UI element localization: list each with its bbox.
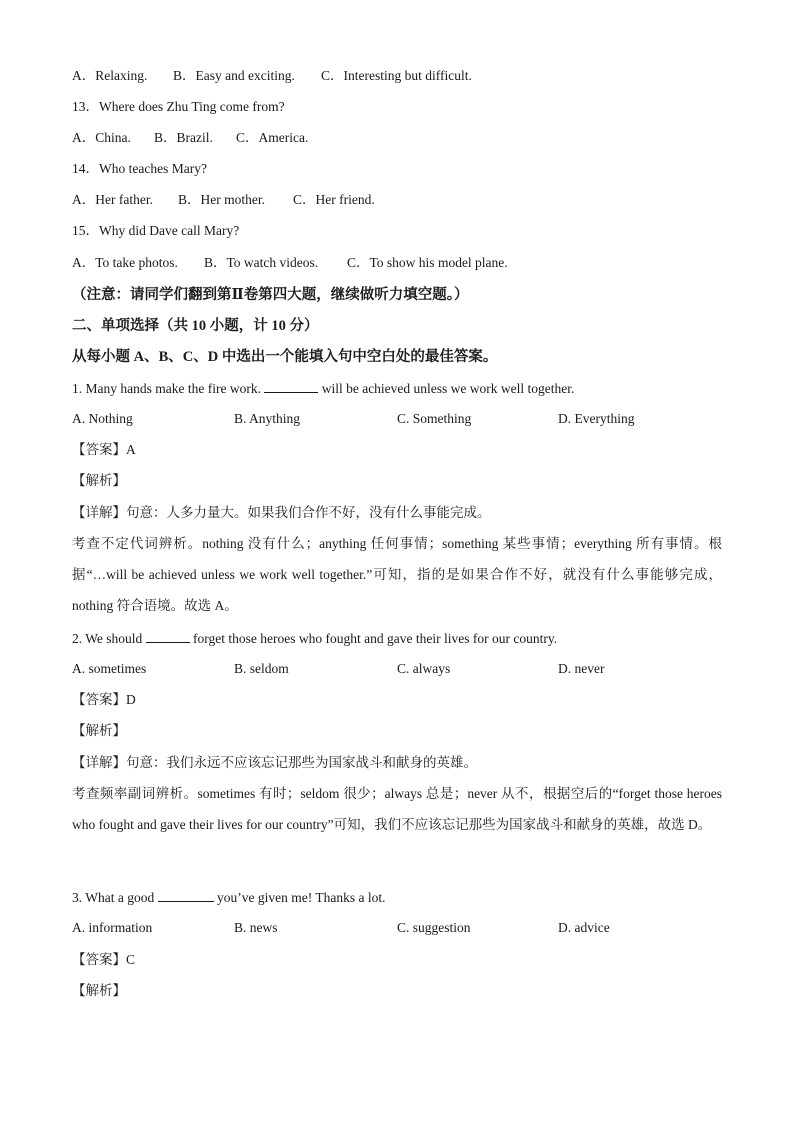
section-title: 二、单项选择（共 10 小题，计 10 分）	[72, 318, 319, 334]
question-3-option-d: D. advice	[558, 920, 610, 935]
question-2-answer	[72, 690, 136, 710]
q15-options	[72, 253, 508, 273]
question-1-option-c: C. Something	[397, 411, 472, 426]
q13-question: 13．Where does Zhu Ting come from?	[72, 99, 285, 114]
question-2-option-b: B. seldom	[234, 661, 289, 676]
detail-label: 【详解】	[72, 505, 126, 520]
question-1-explanation: 考查不定代词辨析。nothing 没有什么；anything 任何事情；something 某些事情；everything 所有事情。根据“…will be achieved unless we work well together.”可知，指的是如果合作不好，就没有什么事能够完成，nothing 符合语境。故选 A。	[72, 536, 722, 613]
question-2-blank	[146, 628, 190, 643]
q12-option-a: A．Relaxing.	[72, 68, 148, 83]
question-2-option-c: C. always	[397, 661, 451, 676]
q14-option-b: B．Her mother.	[178, 192, 265, 207]
question-3-options	[72, 918, 610, 938]
q12-options	[72, 66, 472, 86]
question-2-detail-text: 句意：我们永远不应该忘记那些为国家战斗和献身的英雄。	[126, 755, 477, 770]
question-2-option-d: D. never	[558, 661, 605, 676]
question-3-stem	[72, 887, 385, 908]
question-1-blank	[264, 378, 318, 393]
q14-option-a: A．Her father.	[72, 192, 153, 207]
q14-question: 14．Who teaches Mary?	[72, 161, 207, 176]
q12-option-c: C．Interesting but difficult.	[321, 68, 472, 83]
q15-option-a: A．To take photos.	[72, 255, 178, 270]
q13-option-a: A．China.	[72, 130, 131, 145]
question-2-stem-end: forget those heroes who fought and gave their lives for our country.	[189, 631, 558, 646]
question-3-analysis-label: 【解析】	[72, 983, 126, 998]
question-1-option-d: D. Everything	[558, 411, 635, 426]
question-1-option-a: A. Nothing	[72, 411, 133, 426]
question-2-options	[72, 659, 604, 679]
answer-label: 【答案】	[72, 442, 126, 457]
question-3-option-a: A. information	[72, 920, 153, 935]
question-3-answer	[72, 950, 135, 970]
answer-label: 【答案】	[72, 952, 126, 967]
question-3-answer-value: C	[126, 952, 136, 967]
question-1-options	[72, 409, 635, 429]
question-2-option-a: A. sometimes	[72, 661, 147, 676]
question-1-option-b: B. Anything	[234, 411, 301, 426]
q13-option-b: B．Brazil.	[154, 130, 213, 145]
q12-option-b: B．Easy and exciting.	[173, 68, 295, 83]
question-1-stem-end: will be achieved unless we work well together.	[318, 381, 575, 396]
section-instruction: 从每小题 A、B、C、D 中选出一个能填入句中空白处的最佳答案。	[72, 349, 498, 365]
question-1-detail-text: 句意：人多力量大。如果我们合作不好，没有什么事能完成。	[126, 505, 491, 520]
question-2-analysis-label: 【解析】	[72, 723, 126, 738]
answer-label: 【答案】	[72, 692, 126, 707]
q15-option-b: B．To watch videos.	[204, 255, 319, 270]
question-2-stem-start: 2. We should	[72, 631, 146, 646]
question-3-stem-start: 3. What a good	[72, 890, 158, 905]
question-3-blank	[158, 887, 214, 902]
question-3-stem-end: you’ve given me! Thanks a lot.	[213, 890, 386, 905]
question-1-answer-value: A	[126, 442, 136, 457]
question-1-answer	[72, 440, 136, 460]
question-1-detail	[72, 503, 491, 523]
question-1-stem-start: 1. Many hands make the fire work.	[72, 381, 265, 396]
question-3-option-c: C. suggestion	[397, 920, 471, 935]
question-2-detail	[72, 753, 477, 773]
question-2-explanation: 考查频率副词辨析。sometimes 有时；seldom 很少；always 总是；never 从不，根据空后的“forget those heroes who fought and gave their lives for our country”可知，我们不应该忘记那些为国家战斗和献身的英雄，故选 D。	[72, 786, 722, 832]
question-2-stem	[72, 628, 557, 649]
q14-options	[72, 190, 375, 210]
question-1-analysis-label: 【解析】	[72, 473, 126, 488]
detail-label: 【详解】	[72, 755, 126, 770]
q15-question: 15．Why did Dave call Mary?	[72, 223, 240, 238]
q13-options	[72, 128, 308, 148]
question-1-stem	[72, 378, 574, 399]
q13-option-c: C．America.	[236, 130, 309, 145]
q15-option-c: C．To show his model plane.	[347, 255, 508, 270]
listening-note: （注意：请同学们翻到第Ⅱ卷第四大题，继续做听力填空题。）	[72, 287, 469, 303]
question-2-answer-value: D	[126, 692, 136, 707]
question-3-option-b: B. news	[234, 920, 278, 935]
q14-option-c: C．Her friend.	[293, 192, 375, 207]
